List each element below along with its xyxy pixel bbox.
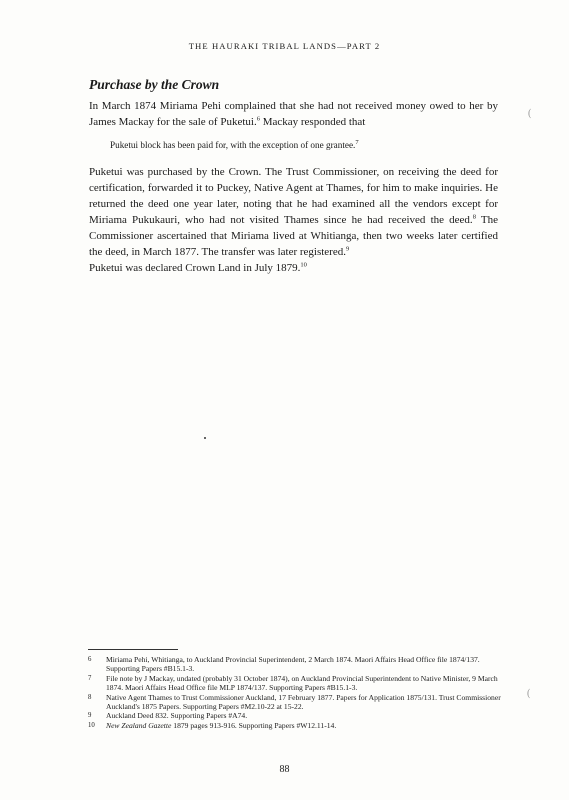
- footnote-italic-title: New Zealand Gazette: [106, 720, 172, 730]
- paragraph-3: [89, 260, 498, 276]
- footnote-7: [88, 674, 508, 693]
- footnote-6: [88, 655, 508, 674]
- footnote-ref-9: 9: [345, 245, 350, 253]
- footnote-text: File note by J Mackay, undated (probably 31 October 1874), on Auckland Provincial Superintendent to Native Minister, 9 March 1874. Maori Affairs Head Office file MLP 1874/137. Supporting Papers #B15.1-3.: [106, 673, 498, 693]
- footnote-number: 9: [88, 712, 92, 720]
- margin-mark-bottom: (: [527, 688, 531, 699]
- running-header: THE HAURAKI TRIBAL LANDS—PART 2: [188, 41, 381, 51]
- paragraph-2-text: Puketui was purchased by the Crown. The Trust Commissioner, on receiving the deed for certification, forwarded it to Puckey, Native Agent at Thames, for him to make inquiries. He returned the deed one year later, noting that he had examined all the vendors except for Miriama Pukukauri, who had not visited Thames since he had received the deed.: [89, 166, 498, 226]
- footnote-ref-10: 10: [300, 261, 307, 269]
- footnote-number: 8: [88, 693, 92, 701]
- section-title: Purchase by the Crown: [89, 77, 220, 92]
- footnote-number: 10: [88, 721, 95, 729]
- paragraph-1: [89, 98, 498, 130]
- footnote-text: Auckland Deed 832. Supporting Papers #A74.: [106, 711, 248, 721]
- footnote-8: [88, 693, 508, 712]
- footnotes: [88, 655, 508, 730]
- footnote-ref-6: 6: [256, 115, 260, 123]
- margin-mark-top: (: [528, 108, 532, 119]
- footnote-number: 7: [88, 674, 92, 682]
- footnote-ref-7: 7: [355, 138, 359, 146]
- paragraph-2: [89, 164, 498, 260]
- paragraph-1-text: In March 1874 Miriama Pehi complained that she had not received money owed to her by James Mackay for the sale of Puketui.: [89, 100, 498, 128]
- block-quote: [110, 139, 500, 152]
- footnote-rule: [88, 649, 178, 650]
- paragraph-1-text-cont: Mackay responded that: [259, 116, 366, 128]
- page-number: 88: [279, 764, 290, 775]
- footnote-text: [106, 721, 508, 730]
- block-quote-text: Puketui block has been paid for, with the exception of one grantee.: [110, 140, 356, 150]
- footnote-10: [88, 721, 508, 730]
- footnote-ref-8: 8: [472, 213, 476, 221]
- footnote-text-cont: 1879 pages 913-916. Supporting Papers #W12.11-14.: [171, 720, 337, 730]
- paragraph-2-text-cont: The Commissioner ascertained that Miriama lived at Whitianga, then two weeks later certified the deed, in March 1877. The transfer was later registered.: [89, 214, 499, 258]
- footnote-text: Native Agent Thames to Trust Commissioner Auckland, 17 February 1877. Papers for Application 1875/131. Trust Commissioner Auckland's 1875 Papers. Supporting Papers #M2.10-22 at 15-22.: [106, 692, 501, 712]
- stray-dot-mark: [204, 437, 206, 439]
- footnote-number: 6: [88, 656, 92, 663]
- footnote-text: Miriama Pehi, Whitianga, to Auckland Provincial Superintendent, 2 March 1874. Maori Affairs Head Office file 1874/137. Supporting Papers #B15.1-3.: [106, 655, 480, 674]
- paragraph-3-text: Puketui was declared Crown Land in July 1879.: [89, 262, 301, 274]
- footnote-9: [88, 711, 508, 720]
